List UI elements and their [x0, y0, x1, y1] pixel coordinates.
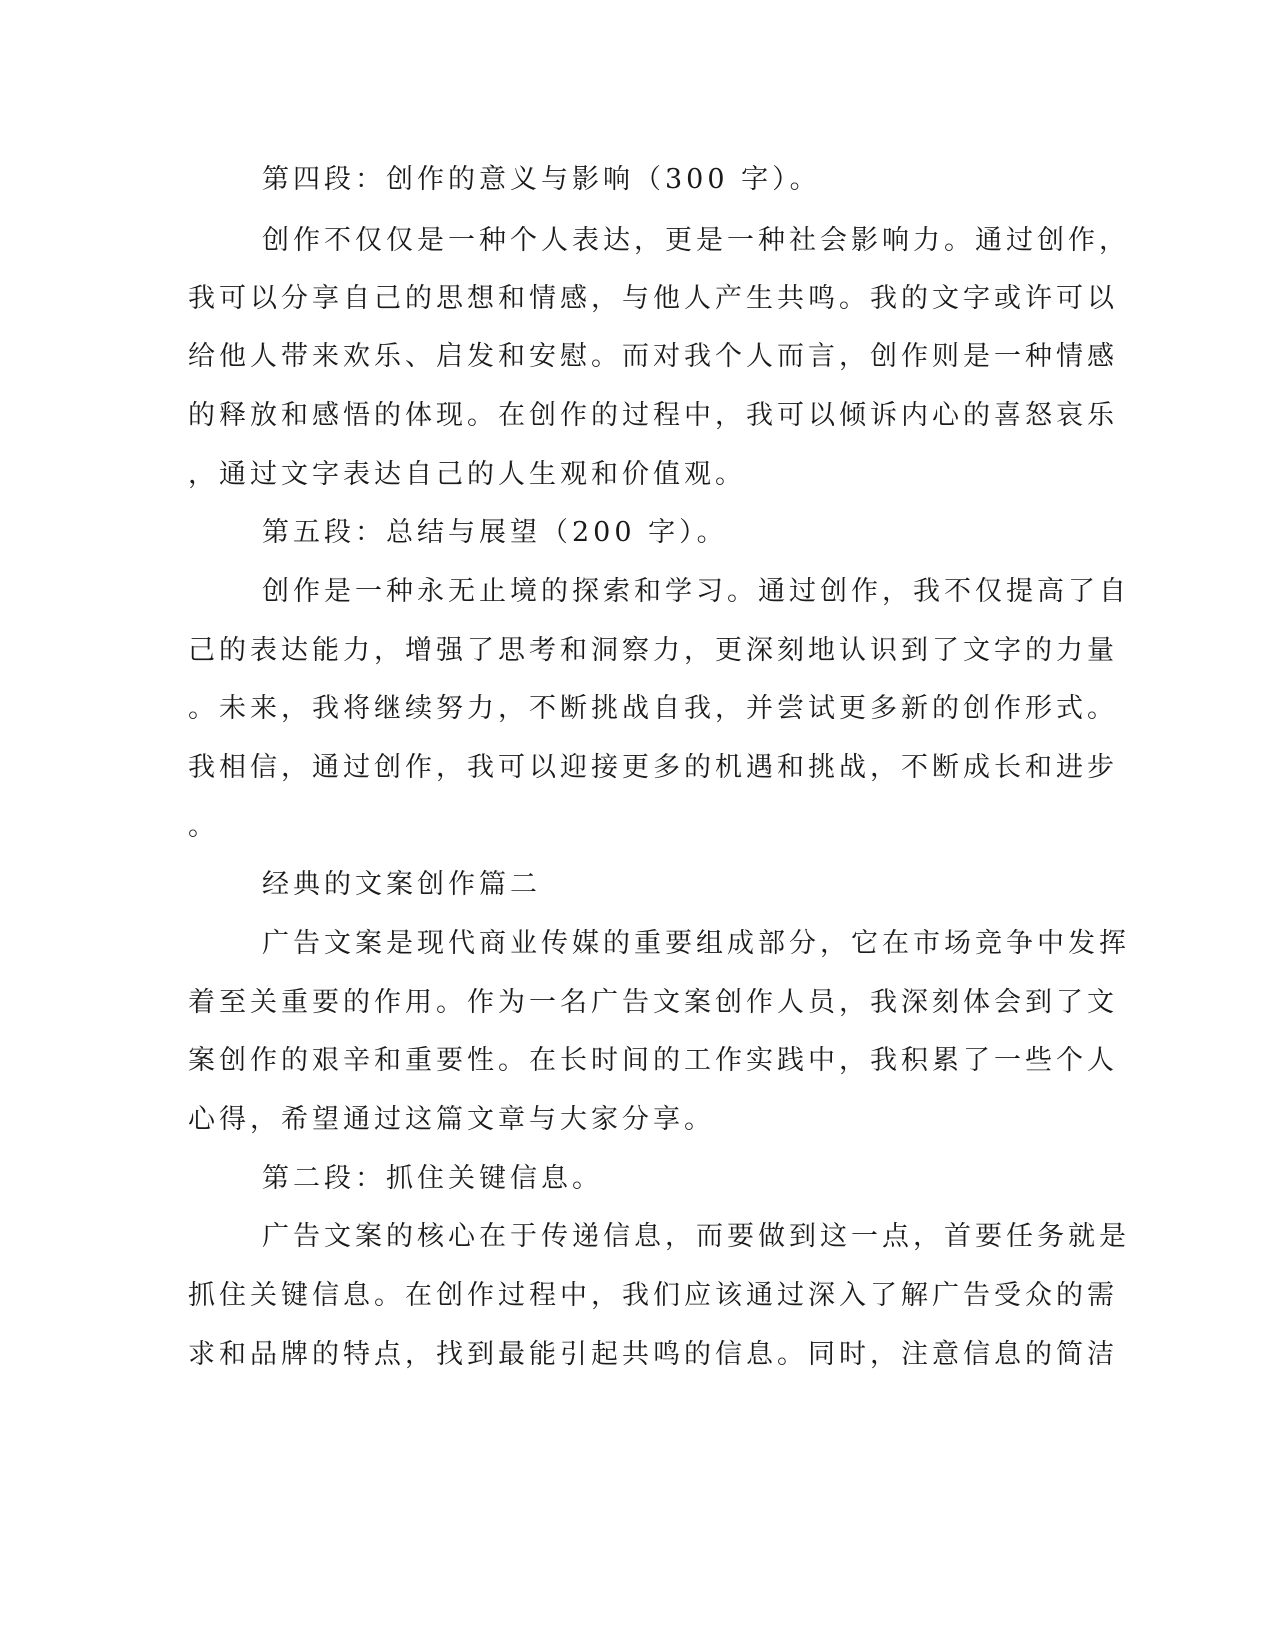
- article-title: 经典的文案创作篇二: [262, 869, 541, 900]
- paragraph-line: 着至关重要的作用。作为一名广告文案创作人员，我深刻体会到了文: [188, 987, 1118, 1018]
- heading-section-2: 第二段：抓住关键信息。: [262, 1163, 603, 1194]
- paragraph-line: 给他人带来欢乐、启发和安慰。而对我个人而言，创作则是一种情感: [188, 341, 1118, 372]
- paragraph-line: 广告文案是现代商业传媒的重要组成部分，它在市场竞争中发挥: [262, 928, 1130, 959]
- paragraph-line: 己的表达能力，增强了思考和洞察力，更深刻地认识到了文字的力量: [188, 635, 1118, 666]
- paragraph-line: 的释放和感悟的体现。在创作的过程中，我可以倾诉内心的喜怒哀乐: [188, 400, 1118, 431]
- paragraph-line: 。: [188, 811, 219, 842]
- paragraph-line: ，通过文字表达自己的人生观和价值观。: [188, 459, 746, 490]
- paragraph-line: 广告文案的核心在于传递信息，而要做到这一点，首要任务就是: [262, 1221, 1130, 1252]
- paragraph-line: 我可以分享自己的思想和情感，与他人产生共鸣。我的文字或许可以: [188, 283, 1118, 314]
- paragraph-line: 我相信，通过创作，我可以迎接更多的机遇和挑战，不断成长和进步: [188, 752, 1118, 783]
- paragraph-line: 心得，希望通过这篇文章与大家分享。: [188, 1104, 715, 1135]
- heading-section-5: 第五段：总结与展望（200 字）。: [262, 517, 728, 548]
- paragraph-line: 创作是一种永无止境的探索和学习。通过创作，我不仅提高了自: [262, 576, 1130, 607]
- heading-section-4: 第四段：创作的意义与影响（300 字）。: [262, 164, 821, 195]
- paragraph-line: 创作不仅仅是一种个人表达，更是一种社会影响力。通过创作，: [262, 225, 1130, 256]
- paragraph-line: 。未来，我将继续努力，不断挑战自我，并尝试更多新的创作形式。: [188, 693, 1118, 724]
- paragraph-line: 案创作的艰辛和重要性。在长时间的工作实践中，我积累了一些个人: [188, 1045, 1118, 1076]
- paragraph-line: 求和品牌的特点，找到最能引起共鸣的信息。同时，注意信息的简洁: [188, 1339, 1118, 1370]
- paragraph-line: 抓住关键信息。在创作过程中，我们应该通过深入了解广告受众的需: [188, 1280, 1118, 1311]
